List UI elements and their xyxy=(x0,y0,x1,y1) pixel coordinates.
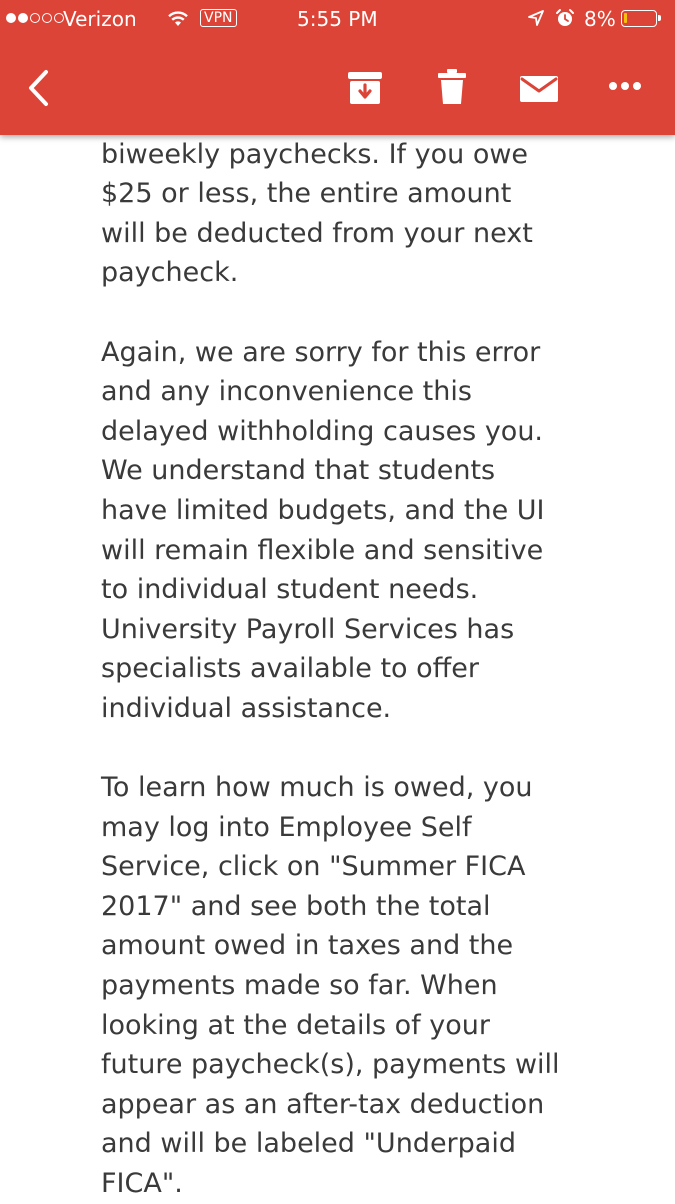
email-line: may log into Employee Self xyxy=(101,811,472,843)
email-line: delayed withholding causes you. xyxy=(101,415,544,447)
mail-icon[interactable] xyxy=(519,75,559,103)
alarm-clock-icon xyxy=(555,8,575,28)
battery-level-fill xyxy=(624,13,627,23)
email-line: looking at the details of your xyxy=(101,1009,490,1041)
email-line: individual assistance. xyxy=(101,692,392,724)
email-line: Service, click on "Summer FICA xyxy=(101,851,526,883)
email-line: biweekly paychecks. If you owe xyxy=(101,138,529,170)
email-line: will be deducted from your next xyxy=(101,217,533,249)
email-line: to individual student needs. xyxy=(101,574,479,606)
signal-dot xyxy=(42,13,52,23)
signal-strength-icon xyxy=(6,13,64,23)
email-line: 2017" and see both the total xyxy=(101,890,491,922)
paragraph-gap xyxy=(101,729,661,769)
email-line: We understand that students xyxy=(101,455,496,487)
location-arrow-icon xyxy=(527,9,545,27)
vpn-badge: VPN xyxy=(200,9,237,27)
email-paragraph xyxy=(101,333,661,729)
signal-dot xyxy=(30,13,40,23)
clock-time: 5:55 PM xyxy=(297,7,378,31)
email-line: future paycheck(s), payments will xyxy=(101,1049,560,1081)
email-body xyxy=(101,95,661,1204)
battery-icon xyxy=(621,10,657,27)
email-line: payments made so far. When xyxy=(101,970,498,1002)
email-line: specialists available to offer xyxy=(101,653,479,685)
email-line: and will be labeled "Underpaid xyxy=(101,1128,516,1160)
status-bar xyxy=(0,0,675,38)
email-line: University Payroll Services has xyxy=(101,613,515,645)
email-line: paycheck. xyxy=(101,257,239,289)
email-line: amount owed in taxes and the xyxy=(101,930,514,962)
email-line: appear as an after-tax deduction xyxy=(101,1088,545,1120)
signal-dot xyxy=(18,13,28,23)
email-line: $25 or less, the entire amount xyxy=(101,178,512,210)
wifi-icon xyxy=(167,9,189,27)
email-line: and any inconvenience this xyxy=(101,376,472,408)
back-arrow-icon[interactable] xyxy=(24,68,54,108)
archive-icon[interactable] xyxy=(346,70,384,106)
battery-percent: 8% xyxy=(584,7,616,31)
paragraph-gap xyxy=(101,293,661,333)
signal-dot xyxy=(6,13,16,23)
email-line: FICA". xyxy=(101,1168,183,1200)
email-paragraph xyxy=(101,768,661,1204)
email-line: Again, we are sorry for this error xyxy=(101,336,541,368)
email-line: have limited budgets, and the UI xyxy=(101,494,545,526)
trash-icon[interactable] xyxy=(437,68,467,106)
app-header xyxy=(0,0,675,135)
email-line: will remain flexible and sensitive xyxy=(101,534,544,566)
email-line: To learn how much is owed, you xyxy=(101,772,533,804)
carrier-name: Verizon xyxy=(63,7,137,31)
more-icon[interactable] xyxy=(608,80,642,92)
